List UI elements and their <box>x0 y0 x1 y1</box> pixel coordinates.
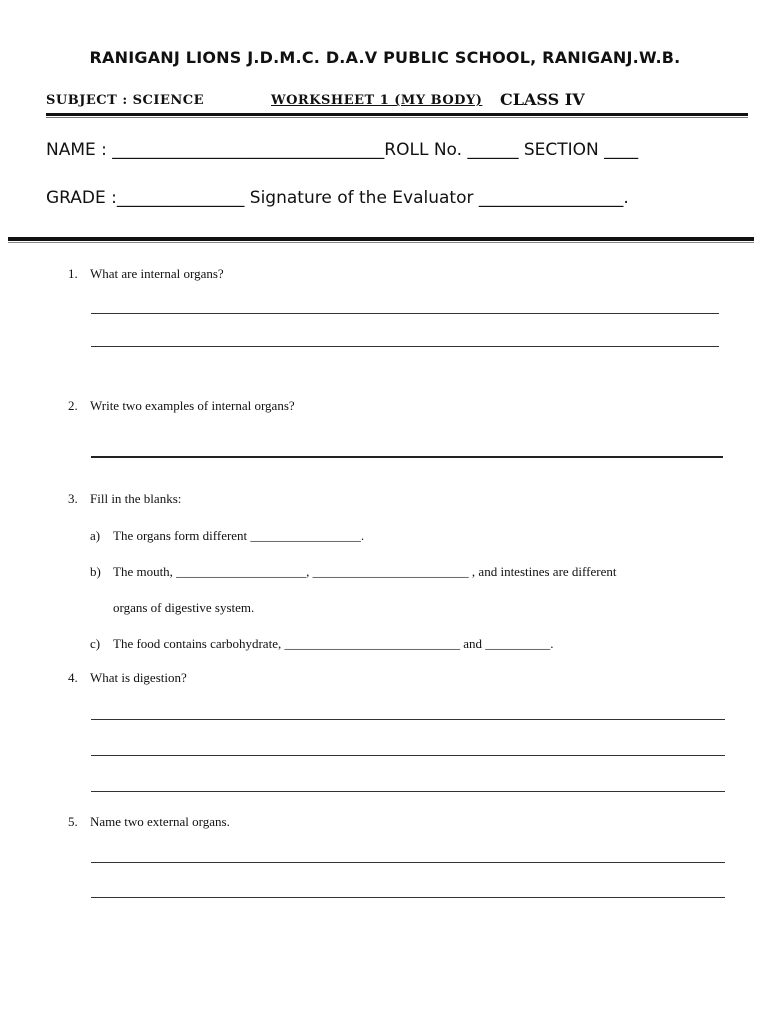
answer-line-q1-1[interactable] <box>91 313 719 314</box>
blank-text: organs of digestive system. <box>113 600 255 615</box>
blank-text: The organs form different _________________. <box>113 528 365 543</box>
blank-b[interactable] <box>90 564 616 580</box>
question-text: Fill in the blanks: <box>90 491 182 506</box>
question-4 <box>68 670 187 686</box>
answer-line-q5-2[interactable] <box>91 897 725 898</box>
section-rule-shadow <box>8 242 754 243</box>
answer-line-q1-2[interactable] <box>91 346 719 347</box>
name-roll-section-line[interactable]: NAME : ________________________________ROLL No. ______ SECTION ____ <box>46 140 639 160</box>
question-text: What are internal organs? <box>90 266 224 281</box>
subject-row <box>46 90 746 114</box>
school-title: RANIGANJ LIONS J.D.M.C. D.A.V PUBLIC SCHOOL, RANIGANJ.W.B. <box>89 48 681 67</box>
question-text: What is digestion? <box>90 670 187 685</box>
answer-line-q4-3[interactable] <box>91 791 725 792</box>
blank-c[interactable] <box>90 636 553 652</box>
question-1 <box>68 266 224 282</box>
blank-b-continued <box>90 600 254 616</box>
question-5 <box>68 814 230 830</box>
answer-line-q5-1[interactable] <box>91 862 725 863</box>
blank-text: The food contains carbohydrate, ___________________________ and __________. <box>113 636 554 651</box>
blank-a[interactable] <box>90 528 364 544</box>
question-2 <box>68 398 295 414</box>
section-rule <box>8 237 754 241</box>
worksheet-title: WORKSHEET 1 (MY BODY) <box>271 93 483 108</box>
blank-text: The mouth, ____________________, ________________________ , and intestines are different <box>113 564 617 579</box>
class-label: CLASS IV <box>500 90 585 109</box>
header-rule <box>46 113 748 116</box>
answer-line-q2-1[interactable] <box>91 456 723 458</box>
question-number: 1. <box>68 266 78 281</box>
question-number: 2. <box>68 398 78 413</box>
question-text: Write two examples of internal organs? <box>90 398 295 413</box>
question-text: Name two external organs. <box>90 814 230 829</box>
answer-line-q4-2[interactable] <box>91 755 725 756</box>
blank-label: b) <box>90 564 101 579</box>
question-number: 5. <box>68 814 78 829</box>
grade-signature-line[interactable]: GRADE :_______________ Signature of the Evaluator _________________. <box>46 188 629 208</box>
subject-label: SUBJECT : SCIENCE <box>46 93 205 108</box>
answer-line-q4-1[interactable] <box>91 719 725 720</box>
question-3 <box>68 491 181 507</box>
question-number: 4. <box>68 670 78 685</box>
header-rule-shadow <box>46 117 748 118</box>
blank-label: a) <box>90 528 101 543</box>
blank-label: c) <box>90 636 101 651</box>
question-number: 3. <box>68 491 78 506</box>
